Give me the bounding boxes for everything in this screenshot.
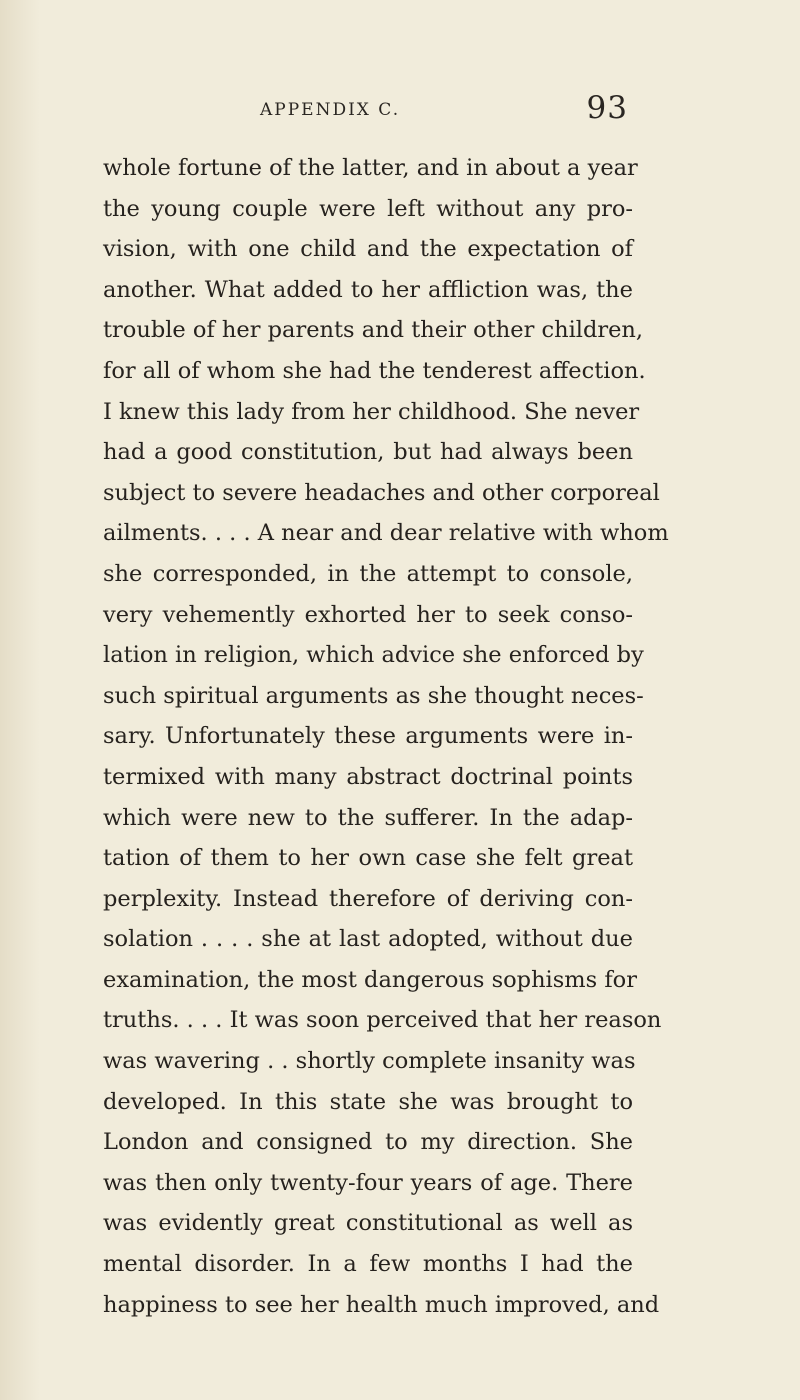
text-line: lation in religion, which advice she enforced by: [103, 642, 644, 669]
text-line: was wavering . . shortly complete insanity was: [103, 1048, 636, 1075]
page-number: 93: [586, 90, 628, 126]
text-line: vision, with one child and the expectation of: [103, 236, 633, 263]
text-line: she corresponded, in the attempt to console,: [103, 560, 633, 587]
text-line: tation of them to her own case she felt great: [103, 845, 633, 872]
text-line: perplexity. Instead therefore of deriving con-: [103, 885, 633, 912]
text-line: ailments. . . . A near and dear relative with whom: [103, 520, 669, 547]
text-line: which were new to the sufferer. In the adap-: [103, 804, 633, 831]
text-line: for all of whom she had the tenderest affection.: [103, 357, 646, 384]
text-line: was evidently great constitutional as well as: [103, 1210, 633, 1237]
text-line: was then only twenty-four years of age. There: [103, 1169, 633, 1196]
text-line: trouble of her parents and their other children,: [103, 317, 644, 344]
running-head: APPENDIX C.: [260, 100, 401, 120]
text-line: whole fortune of the latter, and in about a year: [103, 155, 638, 181]
page-header: [260, 90, 628, 130]
text-line: happiness to see her health much improved, and: [103, 1291, 660, 1318]
text-line: I knew this lady from her childhood. She never: [103, 398, 640, 425]
text-line: termixed with many abstract doctrinal points: [103, 763, 633, 790]
text-line: such spiritual arguments as she thought neces-: [103, 682, 644, 709]
text-line: examination, the most dangerous sophisms for: [103, 966, 637, 993]
text-line: solation . . . . she at last adopted, without due: [103, 926, 633, 953]
text-line: had a good constitution, but had always been: [103, 439, 633, 466]
text-line: another. What added to her affliction was, the: [103, 276, 633, 303]
text-line: sary. Unfortunately these arguments were in-: [103, 723, 633, 750]
text-line: very vehemently exhorted her to seek conso-: [103, 601, 633, 628]
text-line: mental disorder. In a few months I had the: [103, 1251, 633, 1278]
body-text: [103, 148, 669, 1325]
text-line: subject to severe headaches and other corporeal: [103, 479, 660, 506]
text-line: London and consigned to my direction. She: [103, 1129, 633, 1156]
text-line: developed. In this state she was brought to: [103, 1088, 633, 1115]
text-line: truths. . . . It was soon perceived that her reason: [103, 1007, 662, 1034]
text-line: the young couple were left without any pro-: [103, 195, 633, 222]
